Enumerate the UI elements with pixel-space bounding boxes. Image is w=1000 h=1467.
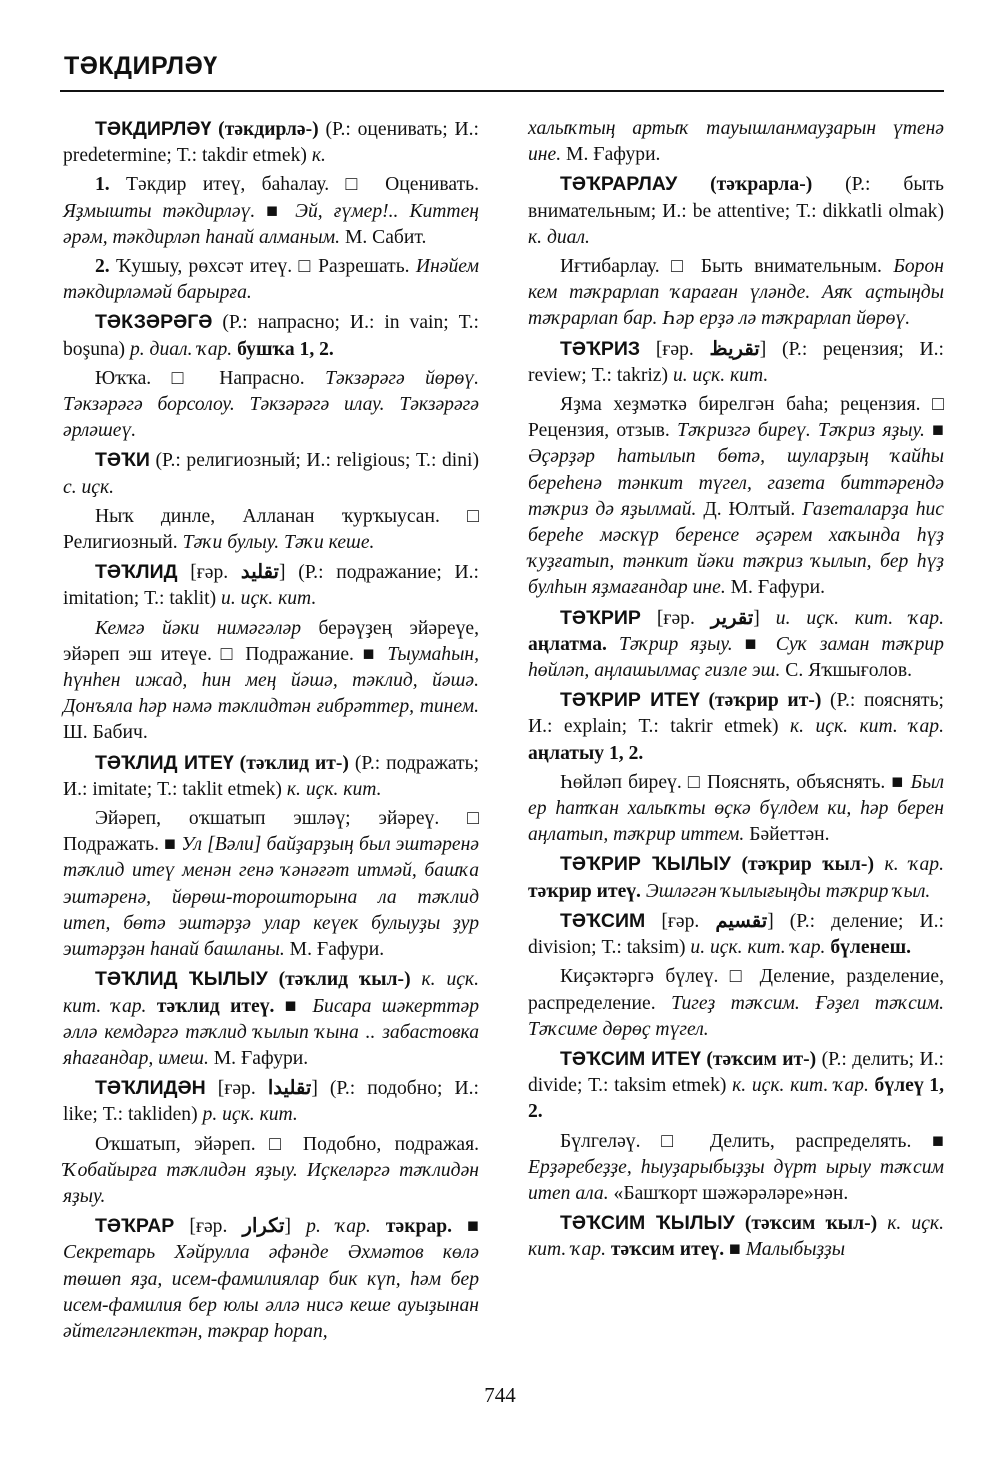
entry-headword-paragraph: ТӘҠЛИД [ғәр. تقليد] (Р.: подражание; И.: imitation; Т.: taklit) и. иҫк. кит. — [63, 561, 479, 610]
headword: ТӘҠЛИД ҠЫЛЫУ — [95, 968, 268, 991]
headword: ТӘҠЛИДӘН — [95, 1077, 206, 1100]
entry-headword-paragraph: ТӘҠЛИД ИТЕҮ (тәҡлид ит-) (Р.: подражать; И.: imitate; Т.: taklit etmek) к. иҫк. кит. — [63, 751, 479, 800]
entry-headword-paragraph: ТӘҠСИМ ИТЕҮ (тәҡсим ит-) (Р.: делить; И.: divide; Т.: taksim etmek) к. иҫк. кит. ҡар. бүлеү 1, 2. — [528, 1047, 944, 1123]
headword: ТӘҠСИМ — [560, 909, 646, 932]
definition-paragraph: Кемгә йәки нимәгәләр берәүҙең эйәреүе, эйәреп эш итеүе. □ Подражание. ■ Тыумаһын, һүнһен ижад, һин мең йәшә, тәклид, йәшә. Донъяла һәр нәмә тәклидтән ғибрәттер, тинем. Ш. Бабич. — [63, 617, 479, 744]
headword: ТӘҠЛИД — [95, 561, 178, 584]
headword: ТӘҠСИМ ИТЕҮ — [560, 1047, 701, 1070]
definition-paragraph: Юҡҡа. □ Напрасно. Тәкзәрәгә йөрөү. Тәкзәрәгә борсолоу. Тәкзәрәгә илау. Тәкзәрәгә әрләшеү. — [63, 367, 479, 442]
headword: ТӘҠРИР ҠЫЛЫУ — [560, 853, 731, 876]
page-number: 744 — [484, 1383, 516, 1407]
headword: ТӘҠИ — [95, 449, 150, 472]
headword: ТӘҠРАРЛАУ — [560, 173, 678, 196]
entry-headword-paragraph: ТӘҠРИР [ғәр. تقرير] и. иҫк. кит. ҡар. аңлатма. Тәҡрир яҙыу. ■ Суҡ заман тәҡрир һөйләп, аңлашылмаҫ гизле эш. С. Яҡшығолов. — [528, 606, 944, 682]
definition-paragraph: Яҙма хеҙмәткә бирелгән баһа; рецензия. □ Рецензия, отзыв. Тәҡризгә биреү. Тәҡриз яҙыу. ■ Әҫәрҙәр һатылып бөтә, шуларҙың ҡайһы береһенә тәнкит түгел, газета биттәрендә тәҡриз дә яҙылмай. Д. Юлтый. Газеталарҙа һис береһе мәскүр беренсе әҫәрем хаҡында һүҙ ҡуҙғатып, тәнкит йәки тәҡриз ҡылып, бер һүҙ булһын яҙмағандар ине. М. Ғафури. — [528, 394, 945, 599]
entry-headword-paragraph: ТӘҠЛИДӘН [ғәр. تقليدا] (Р.: подобно; И.: like; Т.: takliden) р. иҫк. кит. — [63, 1077, 479, 1126]
arabic-etymon: تقرير — [710, 607, 754, 629]
headword: ТӘҠСИМ ҠЫЛЫУ — [560, 1212, 735, 1235]
definition-paragraph: Эйәреп, оҡшатып эшләү; эйәреү. □ Подражать. ■ Ул [Вәли] байҙарҙың был эштәренә тәҡлид итеү менән генә ҡәнәғәт итмәй, башҡа эштәренә, йөрөш-торошторына ла тәҡлид итеп, бөтә эштәрҙә улар кеүек булыуҙы ҙур эштәрҙән һанай башланы. М. Ғафури. — [63, 808, 479, 961]
entry-headword-paragraph: ТӘҠИ (Р.: религиозный; И.: religious; Т.: dini) с. иҫк. — [63, 449, 479, 498]
right-column — [528, 116, 944, 1267]
entry-headword-paragraph: ТӘҠРАРЛАУ (тәҡрарла-) (Р.: быть внимательным; И.: be attentive; Т.: dikkatli olmak) к. диал. — [528, 173, 944, 248]
left-column — [63, 116, 479, 1348]
arabic-etymon: تقليد — [240, 562, 279, 584]
definition-paragraph: 1. Тәкдир итеү, баһалау. □ Оценивать. Яҙмышты тәкдирләү. ■ Эй, ғүмер!.. Киттең әрәм, тәкдирләп һанай алманым. М. Сабит. — [63, 174, 479, 248]
entry-headword-paragraph: ТӘҠСИМ ҠЫЛЫУ (тәҡсим ҡыл-) к. иҫк. кит. ҡар. тәҡсим итеү. ■ Малыбыҙҙы — [528, 1212, 944, 1261]
entry-headword-paragraph: ТӘКДИРЛӘҮ (тәкдирлә-) (Р.: оценивать; И.: predetermine; Т.: takdir etmek) к. — [63, 118, 479, 167]
definition-paragraph: Иғтибарлау. □ Быть внимательным. Борон кем тәҡрарлап ҡараған үләнде. Аяҡ аҫтыңды тәҡрарлап бар. Һәр ерҙә лә тәҡрарлап йөрөү. — [528, 256, 944, 330]
entry-headword-paragraph: ТӘҠРИР ИТЕҮ (тәҡрир ит-) (Р.: пояснять; И.: explain; Т.: takrir etmek) к. иҫк. кит. ҡар. аңлатыу 1, 2. — [528, 689, 945, 764]
running-head: ТӘКДИРЛӘҮ — [64, 52, 218, 80]
headword: ТӘҠРИР — [560, 606, 641, 629]
arabic-etymon: تكرار — [242, 1216, 285, 1238]
entry-headword-paragraph: ТӘҠСИМ [ғәр. تقسيم] (Р.: деление; И.: division; Т.: taksim) и. иҫк. кит. ҡар. бүленеш. — [528, 909, 944, 959]
definition-paragraph: халыҡтың артыҡ тауышланмауҙарын үтенә ине. М. Ғафури. — [528, 118, 944, 166]
headword: ТӘҠРАР — [95, 1215, 175, 1238]
header-rule — [60, 90, 944, 92]
headword: ТӘКДИРЛӘҮ — [95, 118, 212, 140]
headword: ТӘҠРИЗ — [560, 337, 641, 360]
arabic-etymon: تقليدا — [267, 1078, 312, 1100]
definition-paragraph: 2. Ҡушыу, рөхсәт итеү. □ Разрешать. Инәйем тәкдирләмәй барырға. — [63, 256, 479, 304]
definition-paragraph: Киҫәктәргә бүлеү. □ Деление, разделение, распределение. Тигеҙ тәҡсим. Ғәҙел тәҡсим. Тәҡсиме дөрөҫ түгел. — [528, 966, 944, 1040]
entry-headword-paragraph: ТӘКЗӘРӘГӘ (Р.: напрасно; И.: in vain; Т.: boşuna) р. диал. ҡар. бушҡа 1, 2. — [63, 311, 479, 360]
entry-headword-paragraph: ТӘҠРАР [ғәр. تكرار] р. ҡар. тәкрар. ■ Секретарь Хәйрулла әфәнде Әхмәтов көлә төшөп яҙа, исем-фамилиялар бик күп, һәм бер исем-фамилия бер юлы әллә нисә кеше ауыҙынан әйтелгәнлектән, тәкрар һорап, — [63, 1215, 480, 1342]
headword: ТӘҠЛИД ИТЕҮ — [95, 751, 234, 774]
entry-headword-paragraph: ТӘҠРИЗ [ғәр. تقريظ] (Р.: рецензия; И.: review; Т.: takriz) и. иҫк. кит. — [528, 337, 944, 386]
definition-paragraph: Бүлгеләү. □ Делить, распределять. ■ Ерҙәребеҙҙе, һыуҙарыбыҙҙы дүрт ырыу тәҡсим итеп ала. «Башҡорт шәжәрәләре»нән. — [528, 1130, 944, 1204]
entry-headword-paragraph: ТӘҠЛИД ҠЫЛЫУ (тәҡлид ҡыл-) к. иҫк. кит. ҡар. тәҡлид итеү. ■ Бисара шәкерттәр әллә кемдәргә тәҡлид ҡылып ҡына .. забастовка яһағандар, имеш. М. Ғафури. — [63, 968, 479, 1069]
definition-paragraph: Оҡшатып, эйәреп. □ Подобно, подражая. Ҡобайырға тәҡлидән яҙыу. Иҫкеләргә тәҡлидән яҙыу. — [63, 1133, 479, 1207]
definition-paragraph: Һөйләп биреү. □ Пояснять, объяснять. ■ Был ер һатҡан халыҡты өҫкә бүлдем ки, һәр берен аңлатып, тәҡрир иттем. Бәйеттән. — [528, 771, 944, 846]
arabic-etymon: تقريظ — [709, 338, 760, 360]
entry-headword-paragraph: ТӘҠРИР ҠЫЛЫУ (тәҡрир ҡыл-) к. ҡар. тәҡрир итеү. Эшләгән ҡылығыңды тәҡрир ҡыл. — [528, 853, 945, 902]
definition-paragraph: Ныҡ динле, Алланан ҡурҡыусан. □ Религиозный. Тәҡи булыу. Тәҡи кеше. — [63, 505, 479, 554]
headword: ТӘҠРИР ИТЕҮ — [560, 689, 700, 712]
headword: ТӘКЗӘРӘГӘ — [95, 311, 213, 334]
arabic-etymon: تقسيم — [715, 910, 768, 932]
